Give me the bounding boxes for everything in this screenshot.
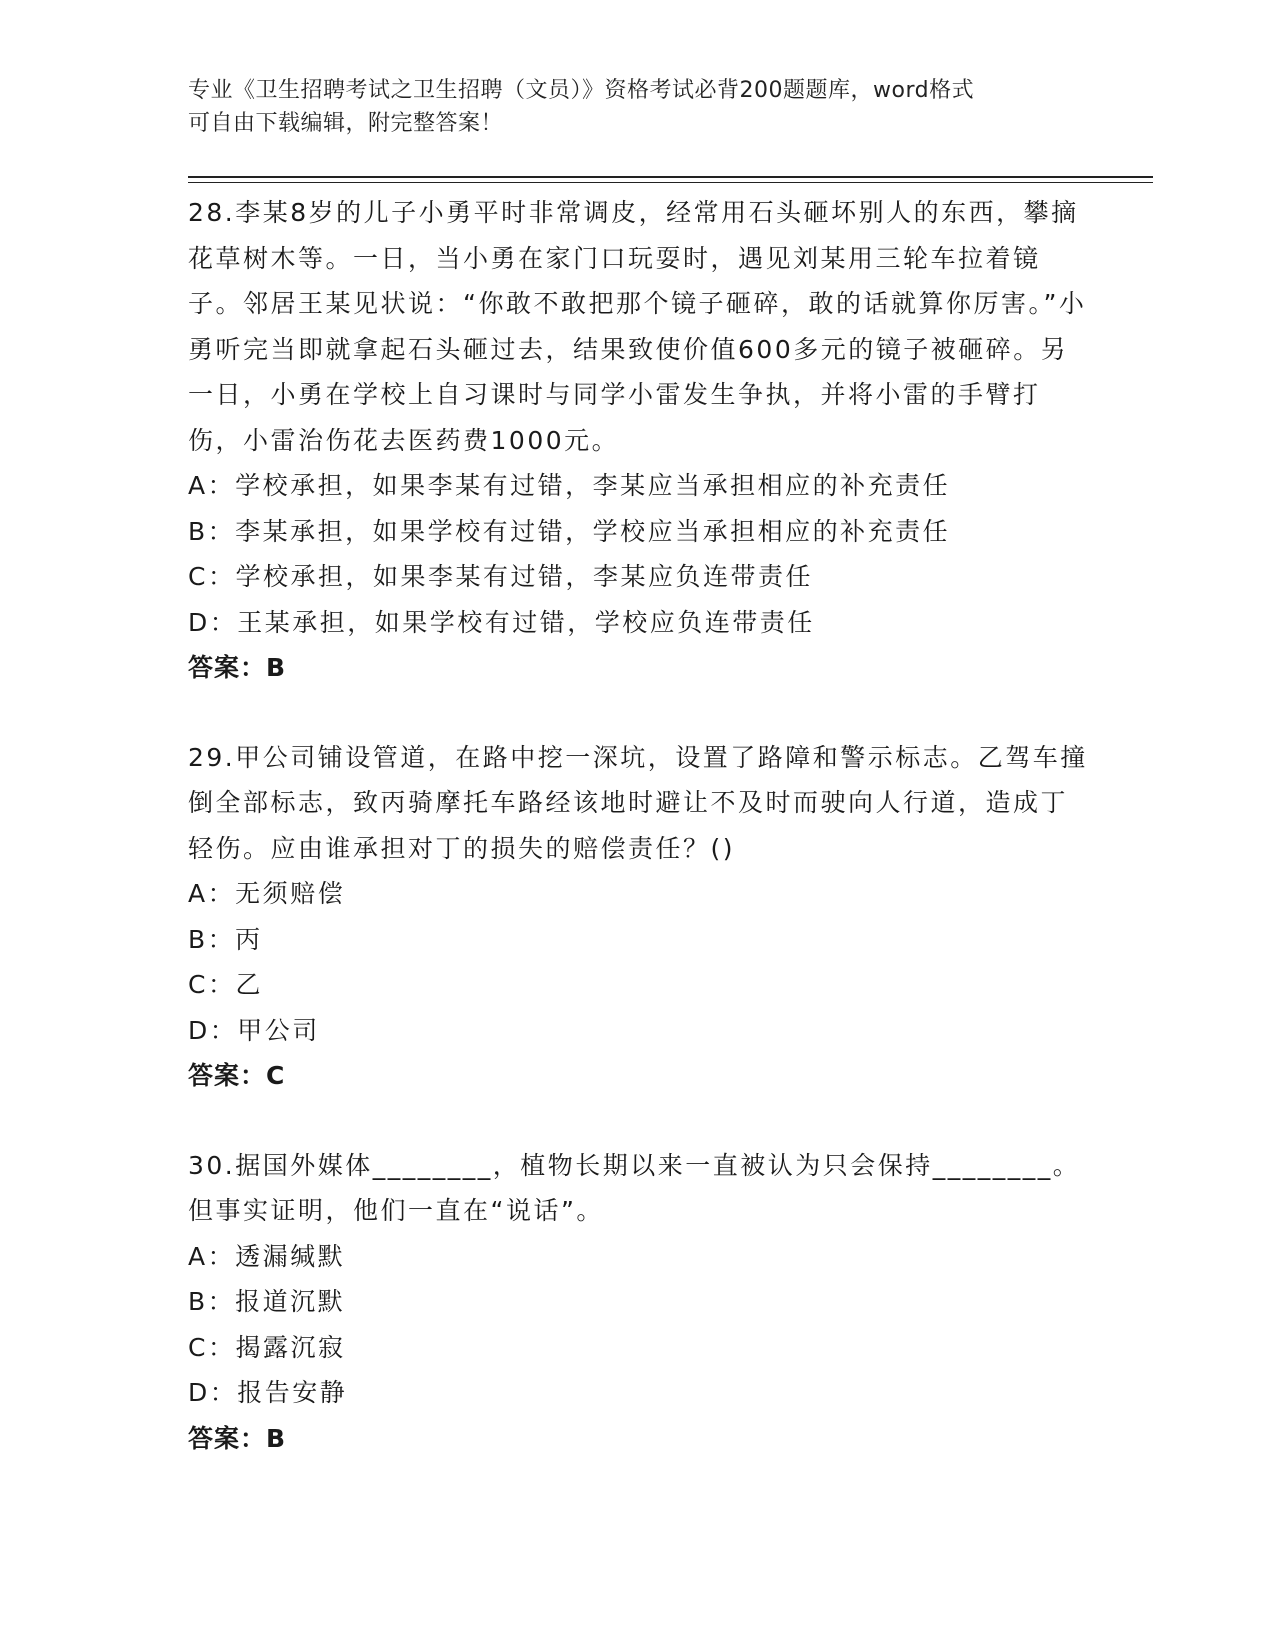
question-29 (188, 735, 1088, 1099)
question-text: 28.李某8岁的儿子小勇平时非常调皮，经常用石头砸坏别人的东西，攀摘花草树木等。一日，当小勇在家门口玩耍时，遇见刘某用三轮车拉着镜子。邻居王某见状说：“你敢不敢把那个镜子砸碎，敢的话就算你厉害。”小勇听完当即就拿起石头砸过去，结果致使价值600多元的镜子被砸碎。另一日，小勇在学校上自习课时与同学小雷发生争执，并将小雷的手臂打伤，小雷治伤花去医药费1000元。 (188, 198, 1087, 455)
question-28 (188, 190, 1088, 691)
answer: 答案：B (188, 1423, 287, 1453)
header-divider-thin (188, 182, 1153, 183)
question-list (188, 190, 1088, 1461)
option-c: C：揭露沉寂 (188, 1332, 346, 1362)
question-text: 29.甲公司铺设管道，在路中挖一深坑，设置了路障和警示标志。乙驾车撞倒全部标志，致丙骑摩托车路经该地时避让不及时而驶向人行道，造成丁轻伤。应由谁承担对丁的损失的赔偿责任？() (188, 742, 1088, 863)
option-c: C：学校承担，如果李某有过错，李某应负连带责任 (188, 562, 813, 591)
header-line-1: 专业《卫生招聘考试之卫生招聘（文员）》资格考试必背200题题库，word格式 (188, 78, 975, 103)
option-d: D：报告安静 (188, 1378, 348, 1407)
header-line-2: 可自由下载编辑，附完整答案！ (188, 111, 504, 136)
option-a: A：无须赔偿 (188, 879, 346, 908)
header-divider-thick (188, 176, 1153, 178)
question-spacer (188, 691, 1088, 735)
question-text: 30.据国外媒体________，植物长期以来一直被认为只会保持________。但事实证明，他们一直在“说话”。 (188, 1150, 1081, 1225)
option-a: A：学校承担，如果李某有过错，李某应当承担相应的补充责任 (188, 471, 951, 500)
question-spacer (188, 1099, 1088, 1143)
answer: 答案：B (188, 653, 287, 682)
option-b: B：丙 (188, 924, 263, 954)
option-d: D：王某承担，如果学校有过错，学校应负连带责任 (188, 607, 815, 637)
document-header (188, 74, 1088, 140)
option-d: D：甲公司 (188, 1015, 320, 1045)
question-30 (188, 1143, 1088, 1462)
option-a: A：透漏缄默 (188, 1241, 346, 1271)
answer: 答案：C (188, 1061, 286, 1090)
option-c: C：乙 (188, 970, 263, 999)
option-b: B：报道沉默 (188, 1287, 346, 1316)
option-b: B：李某承担，如果学校有过错，学校应当承担相应的补充责任 (188, 516, 951, 546)
